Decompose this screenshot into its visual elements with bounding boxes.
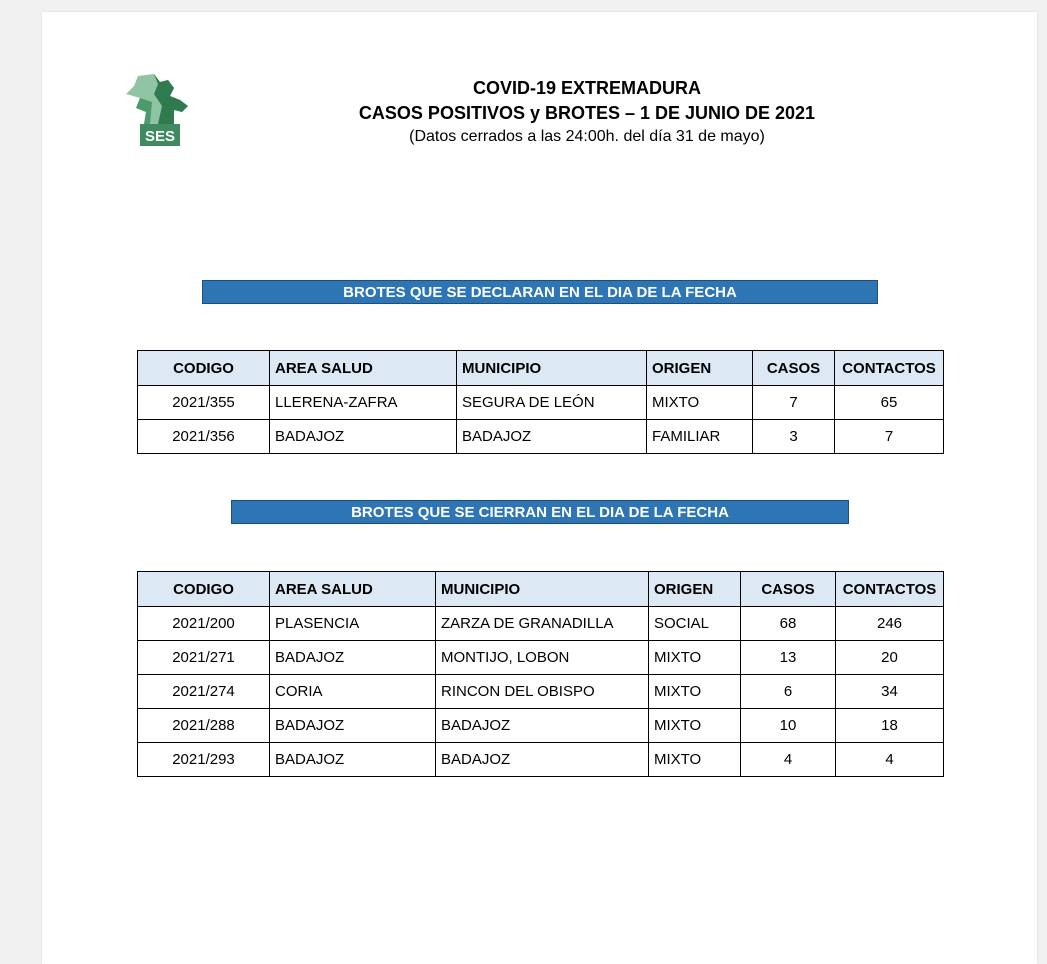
cell-origen: FAMILIAR	[647, 420, 753, 454]
col-contactos: CONTACTOS	[836, 572, 944, 607]
cell-origen: SOCIAL	[649, 607, 741, 641]
cell-municipio: BADAJOZ	[457, 420, 647, 454]
col-area-salud: AREA SALUD	[270, 351, 457, 386]
header-title: COVID-19 EXTREMADURA	[472, 78, 702, 98]
cell-codigo: 2021/293	[138, 743, 270, 777]
declared-outbreaks-table	[137, 350, 944, 454]
cell-casos: 7	[753, 386, 835, 420]
cell-contactos: 4	[836, 743, 944, 777]
cell-codigo: 2021/288	[138, 709, 270, 743]
cell-casos: 10	[741, 709, 836, 743]
extremadura-map-icon	[124, 72, 192, 158]
col-contactos: CONTACTOS	[835, 351, 944, 386]
table-header-row	[138, 572, 944, 607]
cell-contactos: 34	[836, 675, 944, 709]
document-header	[302, 76, 872, 148]
table-row	[138, 709, 944, 743]
cell-origen: MIXTO	[649, 675, 741, 709]
cell-municipio: ZARZA DE GRANADILLA	[436, 607, 649, 641]
cell-contactos: 65	[835, 386, 944, 420]
table-row	[138, 743, 944, 777]
col-codigo: CODIGO	[138, 572, 270, 607]
cell-codigo: 2021/355	[138, 386, 270, 420]
cell-codigo: 2021/356	[138, 420, 270, 454]
cell-casos: 3	[753, 420, 835, 454]
logo-text: SES	[144, 128, 176, 145]
cell-casos: 4	[741, 743, 836, 777]
col-casos: CASOS	[753, 351, 835, 386]
table-row	[138, 386, 944, 420]
header-note: (Datos cerrados a las 24:00h. del día 31 de mayo)	[409, 128, 765, 145]
col-origen: ORIGEN	[647, 351, 753, 386]
cell-municipio: BADAJOZ	[436, 709, 649, 743]
cell-origen: MIXTO	[649, 743, 741, 777]
table-header-row	[138, 351, 944, 386]
cell-area-salud: BADAJOZ	[270, 709, 436, 743]
cell-area-salud: BADAJOZ	[270, 743, 436, 777]
cell-casos: 13	[741, 641, 836, 675]
section-closed-title: BROTES QUE SE CIERRAN EN EL DIA DE LA FECHA	[231, 500, 849, 524]
cell-municipio: RINCON DEL OBISPO	[436, 675, 649, 709]
cell-origen: MIXTO	[647, 386, 753, 420]
table-row	[138, 420, 944, 454]
cell-origen: MIXTO	[649, 641, 741, 675]
ses-logo	[124, 72, 192, 158]
cell-contactos: 18	[836, 709, 944, 743]
table-row	[138, 641, 944, 675]
cell-municipio: MONTIJO, LOBON	[436, 641, 649, 675]
col-area-salud: AREA SALUD	[270, 572, 436, 607]
cell-area-salud: BADAJOZ	[270, 641, 436, 675]
cell-area-salud: BADAJOZ	[270, 420, 457, 454]
section-declared-title: BROTES QUE SE DECLARAN EN EL DIA DE LA FECHA	[202, 280, 878, 304]
cell-area-salud: PLASENCIA	[270, 607, 436, 641]
cell-municipio: SEGURA DE LEÓN	[457, 386, 647, 420]
cell-casos: 6	[741, 675, 836, 709]
col-municipio: MUNICIPIO	[457, 351, 647, 386]
cell-contactos: 246	[836, 607, 944, 641]
cell-area-salud: CORIA	[270, 675, 436, 709]
closed-outbreaks-table	[137, 571, 944, 777]
cell-codigo: 2021/271	[138, 641, 270, 675]
cell-codigo: 2021/200	[138, 607, 270, 641]
col-origen: ORIGEN	[649, 572, 741, 607]
cell-contactos: 20	[836, 641, 944, 675]
cell-area-salud: LLERENA-ZAFRA	[270, 386, 457, 420]
col-codigo: CODIGO	[138, 351, 270, 386]
col-municipio: MUNICIPIO	[436, 572, 649, 607]
cell-codigo: 2021/274	[138, 675, 270, 709]
header-subtitle: CASOS POSITIVOS y BROTES – 1 DE JUNIO DE 2021	[358, 103, 816, 123]
cell-origen: MIXTO	[649, 709, 741, 743]
cell-casos: 68	[741, 607, 836, 641]
document-page	[42, 12, 1037, 964]
cell-contactos: 7	[835, 420, 944, 454]
table-row	[138, 607, 944, 641]
col-casos: CASOS	[741, 572, 836, 607]
cell-municipio: BADAJOZ	[436, 743, 649, 777]
table-row	[138, 675, 944, 709]
